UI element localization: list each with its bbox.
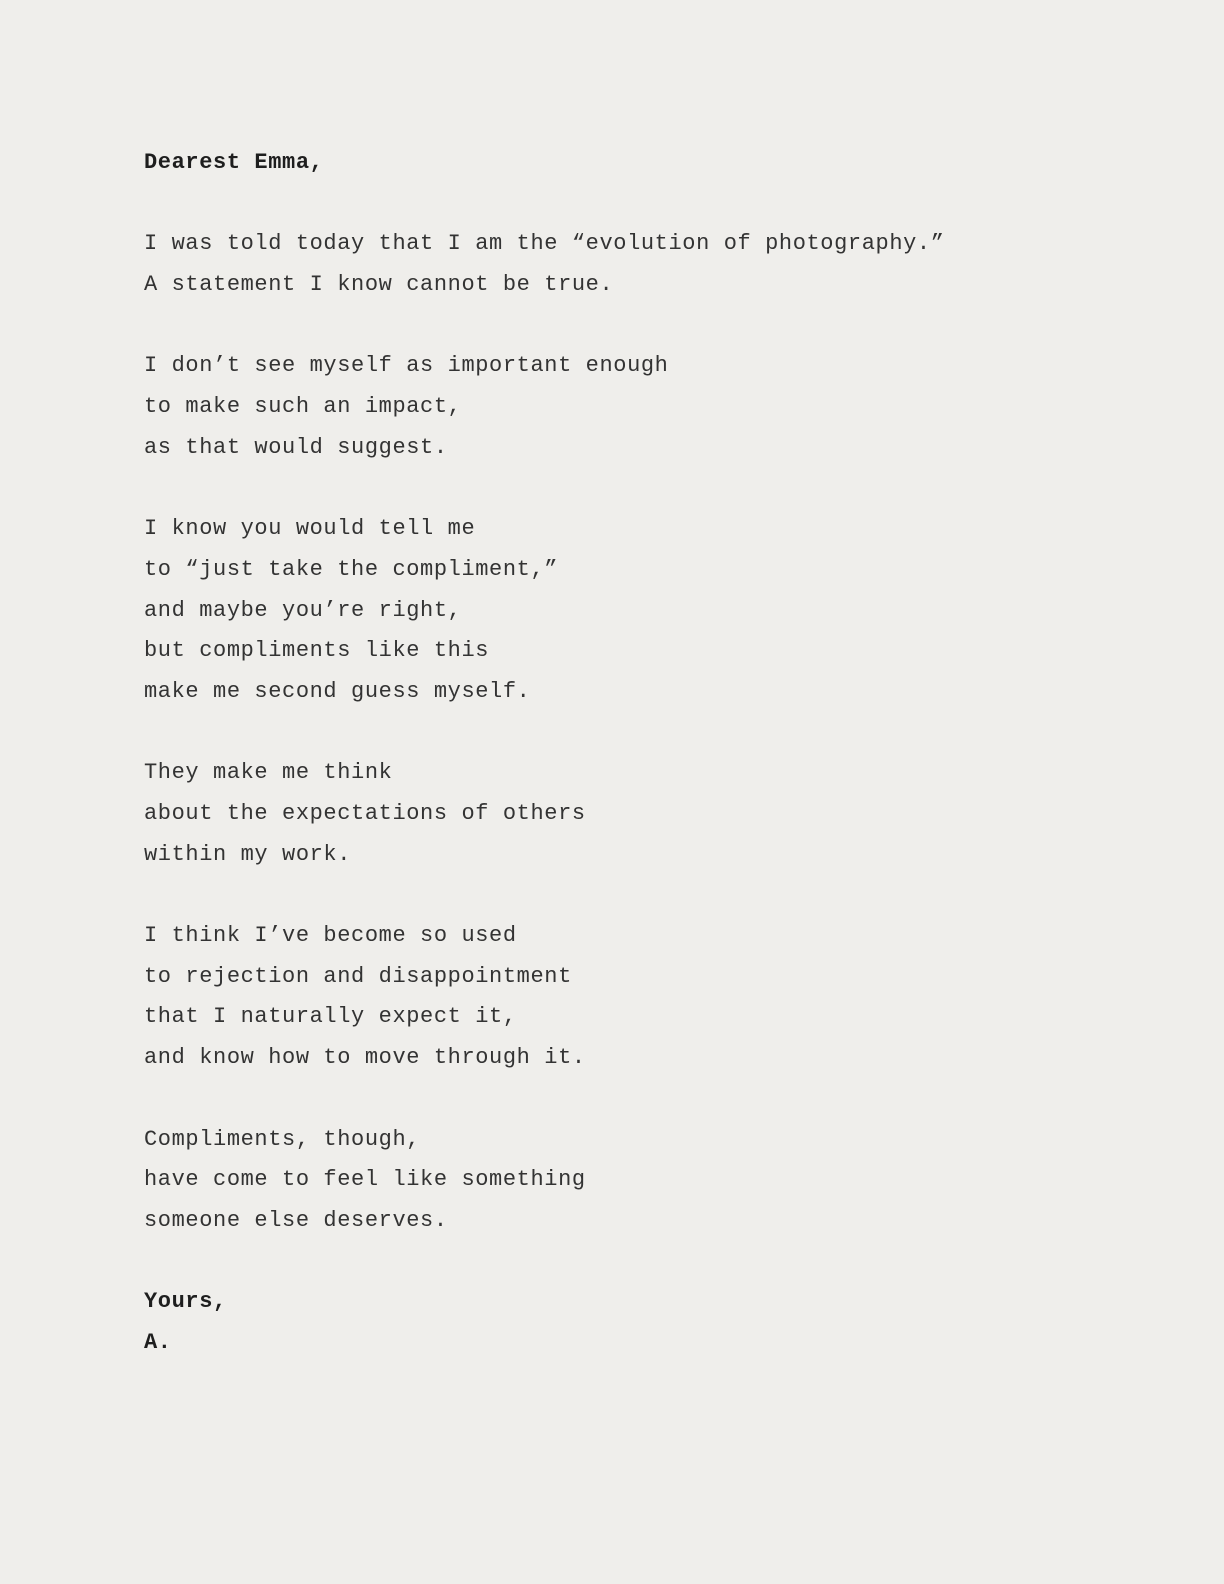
greeting: Dearest Emma,: [144, 150, 324, 175]
signature: A.: [144, 1329, 172, 1355]
stanza-line: I was told today that I am the “evolution of photography.”: [144, 231, 945, 257]
stanza-line: but compliments like this: [144, 638, 490, 664]
stanza-line: that I naturally expect it,: [144, 1004, 517, 1030]
stanza-line: as that would suggest.: [144, 434, 448, 460]
stanza-line: and know how to move through it.: [144, 1045, 586, 1071]
stanza-1: [144, 224, 1144, 305]
stanza-line: make me second guess myself.: [144, 678, 531, 704]
stanza-line: within my work.: [144, 841, 352, 867]
stanza-6: [144, 1120, 1144, 1242]
stanza-line: to “just take the compliment,”: [144, 556, 559, 582]
stanza-line: to rejection and disappointment: [144, 963, 572, 989]
closing: Yours,: [144, 1289, 227, 1315]
stanza-line: and maybe you’re right,: [144, 597, 462, 623]
stanza-5: [144, 916, 1144, 1079]
stanza-line: I know you would tell me: [144, 516, 476, 542]
stanza-line: someone else deserves.: [144, 1207, 448, 1233]
stanza-line: They make me think: [144, 760, 393, 786]
stanza-line: I think I’ve become so used: [144, 923, 517, 949]
closing-block: [144, 1282, 1144, 1363]
stanza-3: [144, 509, 1144, 712]
stanza-line: to make such an impact,: [144, 394, 462, 420]
greeting-block: [144, 143, 1144, 184]
stanza-line: have come to feel like something: [144, 1167, 586, 1193]
stanza-line: Compliments, though,: [144, 1126, 421, 1152]
stanza-2: [144, 346, 1144, 468]
stanza-line: about the expectations of others: [144, 801, 586, 826]
stanza-line: I don’t see myself as important enough: [144, 353, 669, 379]
letter-body: [144, 143, 1144, 1364]
stanza-4: [144, 753, 1144, 875]
stanza-line: A statement I know cannot be true.: [144, 272, 614, 298]
